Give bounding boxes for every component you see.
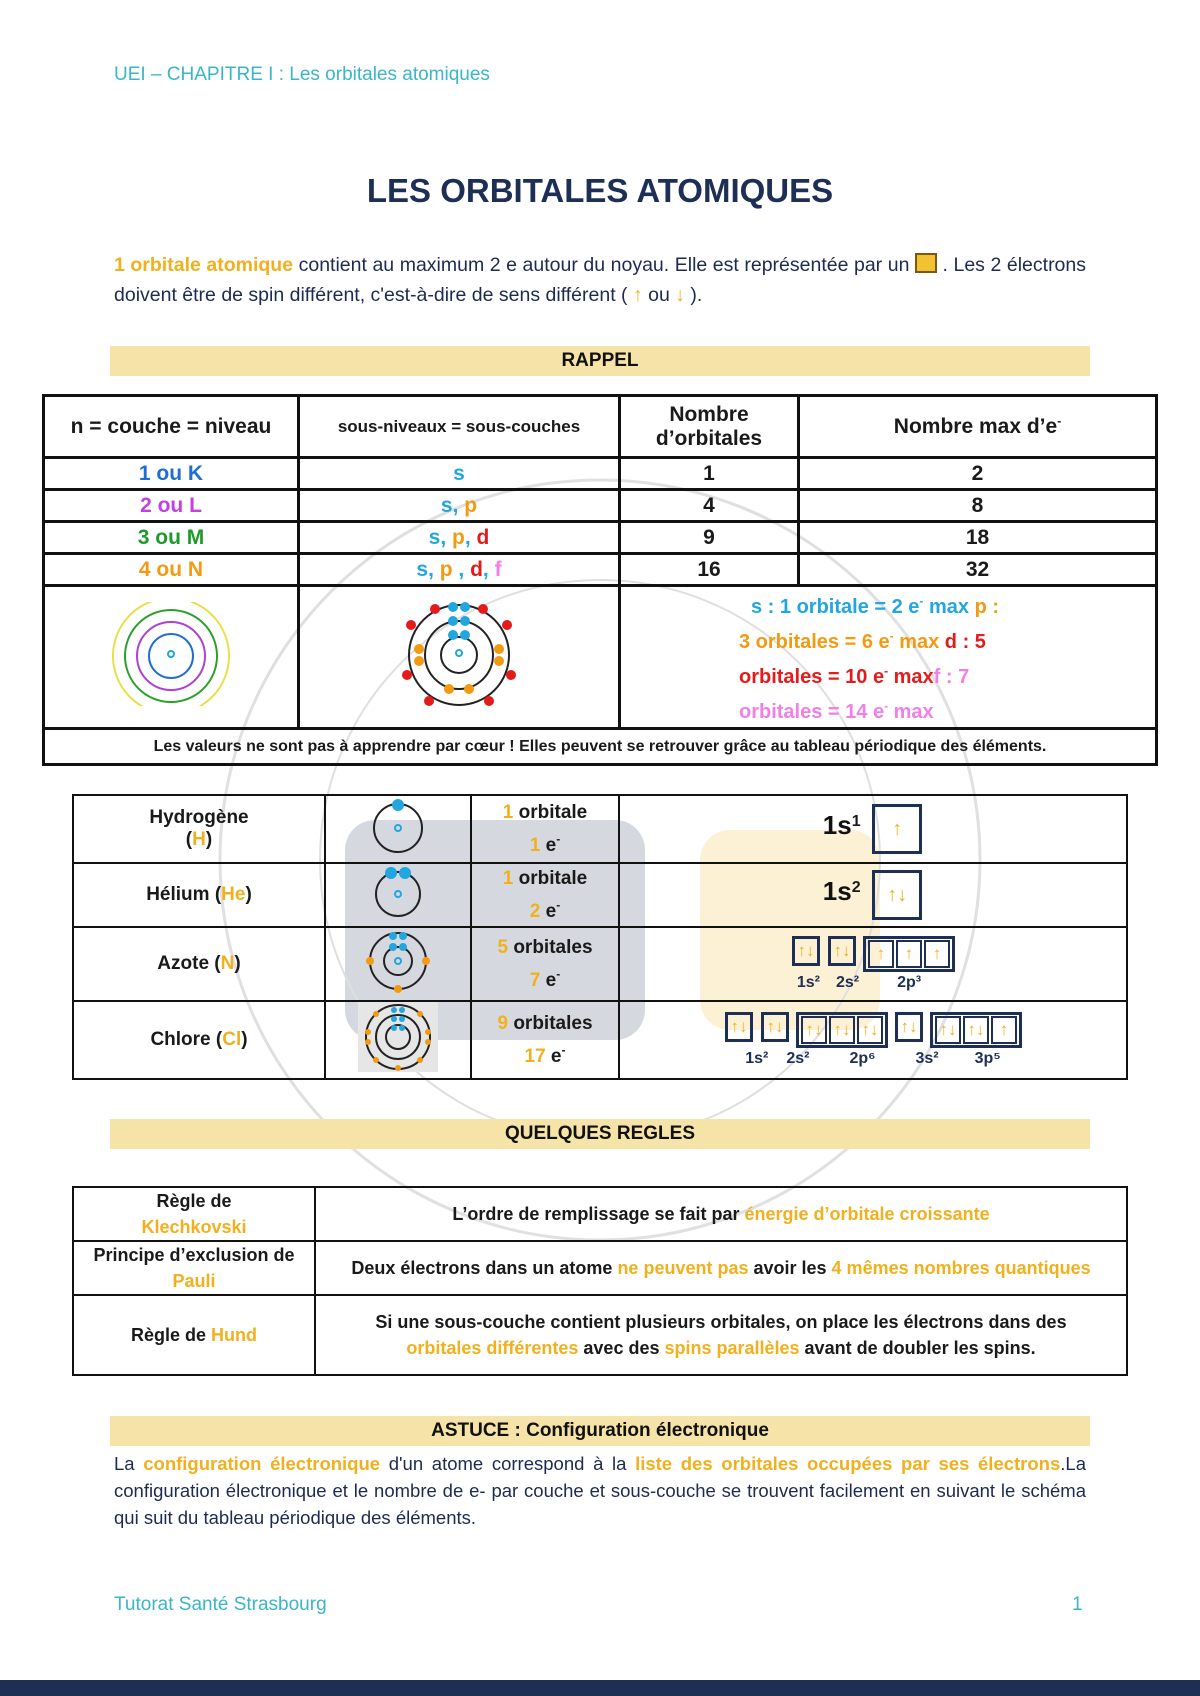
orbital-box-icon [915,253,937,273]
header-nb-max: Nombre max d’e- [799,396,1157,458]
rappel-note: Les valeurs ne sont pas à apprendre par cœur ! Elles peuvent se retrouver grâce au tableau périodique des éléments. [44,729,1157,765]
config-helium: $1s^2$ ↑↓ [619,863,1127,927]
table-row: 1 ou K s 1 2 [44,458,1157,490]
intro-ou: ou [642,284,676,306]
config-hydrogen: $1s^1$ ↑ [619,795,1127,863]
intro-lead: 1 orbitale atomique [114,254,294,276]
header-n: n = couche = niveau [44,396,299,458]
intro-end: ). [685,284,703,306]
table-row: Azote (N) 5 orbitales 7 e- ↑↓ ↑↓ ↑ ↑ ↑ 1s² 2s² 2p³ [73,927,1127,1001]
table-row: 2 ou L s, p 4 8 [44,490,1157,522]
header-sous: sous-niveaux = sous-couches [299,396,620,458]
arrow-down-icon: ↓ [675,284,685,306]
table-row: 3 ou M s, p, d 9 18 [44,522,1157,554]
running-header: UEI – CHAPITRE I : Les orbitales atomiques [114,64,490,85]
config-azote: ↑↓ ↑↓ ↑ ↑ ↑ 1s² 2s² 2p³ [619,927,1127,1001]
orbitals-summary: s : 1 orbitale = 2 e- max p : 3 orbitales = 6 e- max d : 5 orbitales = 10 e- maxf : 7 orbitales = 14 e- max [620,586,1157,729]
bottom-band [0,1680,1200,1696]
astuce-paragraph: La configuration électronique d'un atome correspond à la liste des orbitales occupées par ses électrons.La configuration électronique et le nombre de e- par couche et sous-couche se trouvent facilement en suivant le schéma qui suit du tableau périodique des éléments. [114,1453,1086,1528]
page-title: LES ORBITALES ATOMIQUES [366,172,834,209]
elements-table [72,794,1128,1080]
subshells-diagram [299,586,620,729]
config-chlore: ↑↓ ↑↓ ↑↓ ↑↓ ↑↓ ↑↓ ↑↓ ↑↓ ↑ 1s² 2s² 2p⁶ 3s² 3p⁵ [619,1001,1127,1079]
intro-part1: contient au maximum 2 e autour du noyau. Elle est représentée par un [293,254,915,276]
page-number: 1 [1072,1594,1083,1615]
table-row: 4 ou N s, p , d, f 16 32 [44,554,1157,586]
intro-paragraph [114,250,1086,310]
rules-table [72,1186,1128,1376]
table-row: Principe d’exclusion de Pauli Deux électrons dans un atome ne peuvent pas avoir les 4 mêmes nombres quantiques [73,1241,1127,1295]
table-row: Chlore (Cl) 9 orbitales 17 e- ↑↓ ↑↓ ↑↓ ↑↓ ↑↓ ↑↓ ↑↓ ↑↓ ↑ 1s² 2s² 2p⁶ 3s² 3p⁵ [73,1001,1127,1079]
table-row: Hydrogène (H) 1 orbitale 1 e- $1s^1$ ↑ [73,795,1127,863]
rappel-banner: RAPPEL [110,346,1090,376]
header-nb-orb: Nombre d’orbitales [620,396,799,458]
astuce-banner: ASTUCE : Configuration électronique [110,1416,1090,1446]
table-row: Règle de Klechkovski L’ordre de remplissage se fait par énergie d’orbitale croissante [73,1187,1127,1241]
rules-banner: QUELQUES REGLES [110,1119,1090,1149]
footer-org: Tutorat Santé Strasbourg [114,1594,327,1615]
table-row: Hélium (He) 1 orbitale 2 e- $1s^2$ ↑↓ [73,863,1127,927]
arrow-up-icon: ↑ [632,284,643,306]
intro-part2: . Les 2 électrons doivent être de spin différent, c'est-à-dire de sens différent ( [114,254,1087,306]
table-row: Règle de Hund Si une sous-couche contient plusieurs orbitales, on place les électrons dans des orbitales différentes avec des spins parallèles avant de doubler les spins. [73,1295,1127,1375]
shells-diagram [44,586,299,729]
rappel-table [42,394,1158,766]
